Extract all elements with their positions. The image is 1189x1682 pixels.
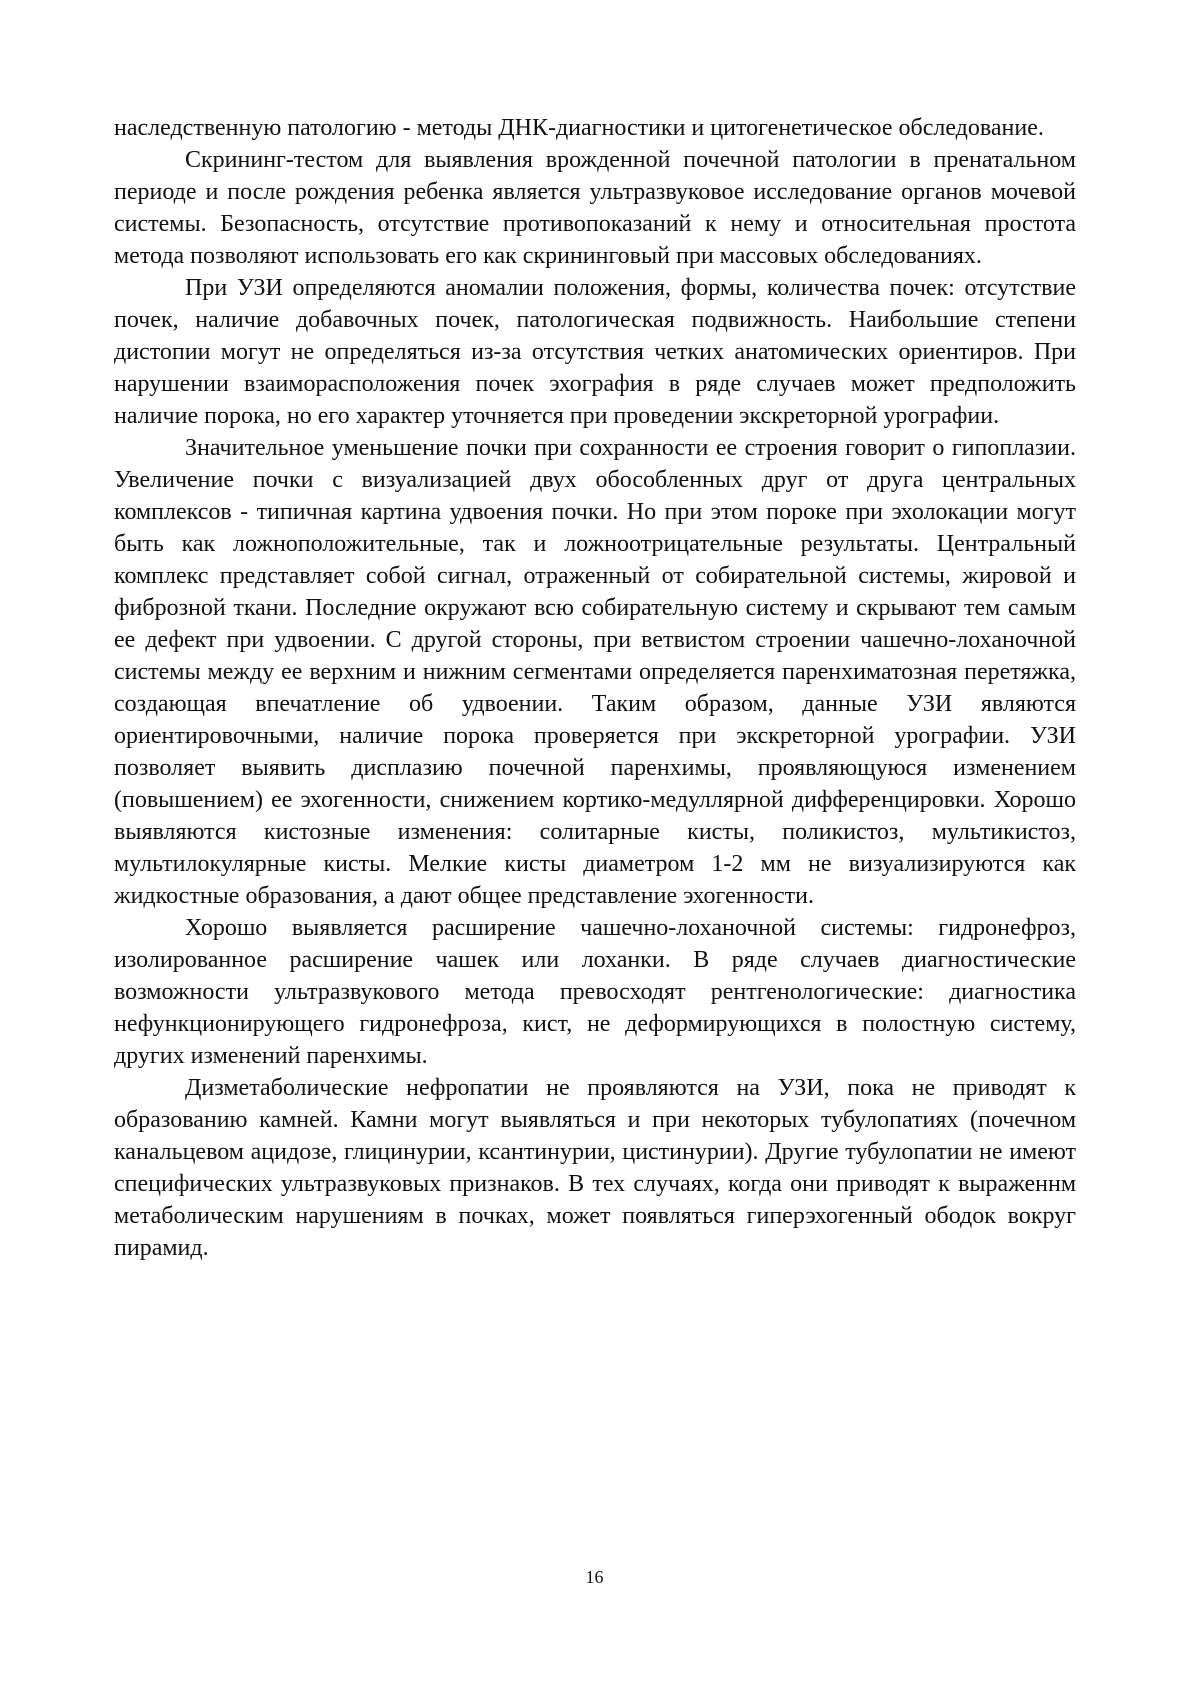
paragraph-dysmetabolic: Дизметаболические нефропатии не проявляются на УЗИ, пока не приводят к образованию камней. Камни могут выявляться и при некоторых тубулопатиях (почечном канальцевом ацидозе, глицинурии, ксантинурии, цистинурии). Другие тубулопатии не имеют специфических ультразвуковых признаков. В тех случаях, когда они приводят к выраженнм метаболическим нарушениям в почках, может появляться гиперэхогенный ободок вокруг пирамид. (114, 1075, 1076, 1261)
page-number: 16 (585, 1567, 604, 1587)
text-body (114, 112, 1076, 1264)
paragraph-anomalies: При УЗИ определяются аномалии положения, формы, количества почек: отсутствие почек, наличие добавочных почек, патологическая подвижность. Наибольшие степени дистопии могут не определяться из-за отсутствия четких анатомических ориентиров. При нарушении взаиморасположения почек эхография в ряде случаев может предположить наличие порока, но его характер уточняется при проведении экскреторной урографии. (114, 275, 1076, 429)
paragraph-hypoplasia: Значительное уменьшение почки при сохранности ее строения говорит о гипоплазии. Увеличение почки с визуализацией двух обособленных друг от друга центральных комплексов - типичная картина удвоения почки. Но при этом пороке при эхолокации могут быть как ложноположительные, так и ложноотрицательные результаты. Центральный комплекс представляет собой сигнал, отраженный от собирательной системы, жировой и фиброзной ткани. Последние окружают всю собирательную систему и скрывают тем самым ее дефект при удвоении. С другой стороны, при ветвистом строении чашечно-лоханочной системы между ее верхним и нижним сегментами определяется паренхиматозная перетяжка, создающая впечатление об удвоении. Таким образом, данные УЗИ являются ориентировочными, наличие порока проверяется при экскреторной урографии. УЗИ позволяет выявить дисплазию почечной паренхимы, проявляющуюся изменением (повышением) ее эхогенности, снижением кортико-медуллярной дифференцировки. Хорошо выявляются кистозные изменения: солитарные кисты, поликистоз, мультикистоз, мультилокулярные кисты. Мелкие кисты диаметром 1-2 мм не визуализируются как жидкостные образования, а дают общее представление эхогенности. (114, 435, 1076, 909)
paragraph-continuation: наследственную патологию - методы ДНК-диагностики и цитогенетическое обследование. (114, 115, 1044, 141)
paragraph-hydronephrosis: Хорошо выявляется расширение чашечно-лоханочной системы: гидронефроз, изолированное расширение чашек или лоханки. В ряде случаев диагностические возможности ультразвукового метода превосходят рентгенологические: диагностика нефункционирующего гидронефроза, кист, не деформирующихся в полостную систему, других изменений паренхимы. (114, 915, 1076, 1069)
paragraph-screening: Скрининг-тестом для выявления врожденной почечной патологии в пренатальном периоде и после рождения ребенка является ультразвуковое исследование органов мочевой системы. Безопасность, отсутствие противопоказаний к нему и относительная простота метода позволяют использовать его как скрининговый при массовых обследованиях. (114, 147, 1076, 269)
